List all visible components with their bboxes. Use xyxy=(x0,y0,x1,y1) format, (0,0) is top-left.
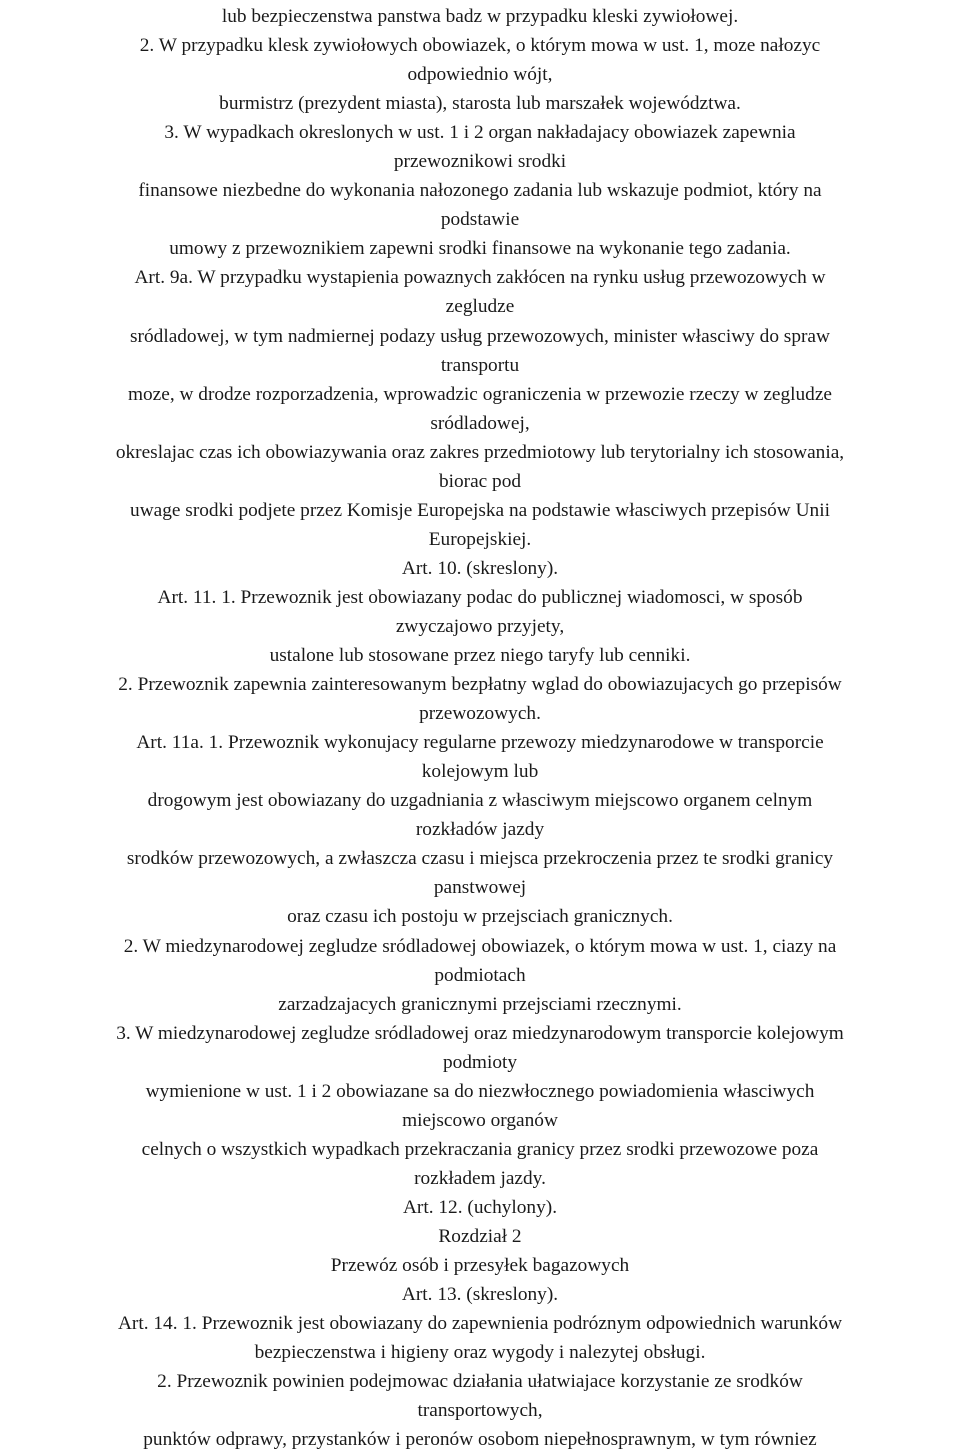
text-line: Art. 11a. 1. Przewoznik wykonujacy regularne przewozy miedzynarodowe w transporcie xyxy=(136,732,824,754)
text-line: bezpieczenstwa i higieny oraz wygody i nalezytej obsługi. xyxy=(254,1342,706,1364)
text-line: oraz czasu ich postoju w przejsciach granicznych. xyxy=(287,906,673,928)
text-line: Art. 12. (uchylony). xyxy=(402,1196,558,1218)
text-line: sródladowej, w tym nadmiernej podazy usług przewozowych, minister własciwy do spraw xyxy=(130,325,830,347)
text-line: przewozowych. xyxy=(419,703,541,725)
text-line: sródladowej, xyxy=(430,412,530,434)
text-line: Przewóz osób i przesyłek bagazowych xyxy=(330,1255,630,1277)
text-line: rozkładem jazdy. xyxy=(414,1167,546,1189)
text-line: celnych o wszystkich wypadkach przekraczania granicy przez srodki przewozowe poza xyxy=(141,1138,819,1160)
text-line: lub bezpieczenstwa panstwa badz w przypadku kleski zywiołowej. xyxy=(221,6,739,27)
text-line: moze, w drodze rozporzadzenia, wprowadzic ograniczenia w przewozie rzeczy w zegludze xyxy=(127,383,832,405)
text-line: 3. W miedzynarodowej zegludze sródladowej oraz miedzynarodowym transporcie kolejowym xyxy=(116,1022,844,1044)
text-line: zwyczajowo przyjety, xyxy=(395,615,565,637)
text-line: 2. Przewoznik zapewnia zainteresowanym bezpłatny wglad do obowiazujacych go przepisów xyxy=(118,674,842,696)
text-line: 2. W miedzynarodowej zegludze sródladowej obowiazek, o którym mowa w ust. 1, ciazy na xyxy=(123,935,837,957)
text-line: 2. W przypadku klesk zywiołowych obowiazek, o którym mowa w ust. 1, moze nałozyc xyxy=(139,35,821,57)
text-line: uwage srodki podjete przez Komisje Europejska na podstawie własciwych przepisów Unii xyxy=(130,499,830,521)
text-line: burmistrz (prezydent miasta), starosta lub marszałek województwa. xyxy=(219,93,741,115)
text-line: wymienione w ust. 1 i 2 obowiazane sa do niezwłocznego powiadomienia własciwych xyxy=(145,1080,815,1102)
text-line: podstawie xyxy=(440,209,520,231)
text-line: Europejskiej. xyxy=(428,528,532,550)
text-line: okreslajac czas ich obowiazywania oraz zakres przedmiotowy lub terytorialny ich stosowania, xyxy=(115,441,845,463)
text-line: zegludze xyxy=(445,296,515,318)
text-line: odpowiednio wójt, xyxy=(407,64,553,86)
text-line: Art. 11. 1. Przewoznik jest obowiazany podac do publicznej wiadomosci, w sposób xyxy=(157,586,803,608)
text-line: Art. 13. (skreslony). xyxy=(401,1284,559,1306)
text-line: srodków przewozowych, a zwłaszcza czasu i miejsca przekroczenia przez te srodki granicy xyxy=(126,848,834,870)
text-line: drogowym jest obowiazany do uzgadniania z własciwym miejscowo organem celnym xyxy=(147,790,813,812)
text-line: Art. 9a. W przypadku wystapienia powaznych zakłócen na rynku usług przewozowych w xyxy=(134,267,826,289)
text-line: Art. 14. 1. Przewoznik jest obowiazany do zapewnienia podróznym odpowiednich warunków xyxy=(117,1313,843,1335)
text-line: Rozdział 2 xyxy=(438,1225,522,1247)
text-line: panstwowej xyxy=(433,877,527,899)
text-line: ustalone lub stosowane przez niego taryfy lub cenniki. xyxy=(269,645,691,667)
text-line: 2. Przewoznik powinien podejmowac działania ułatwiajace korzystanie ze srodków xyxy=(157,1371,803,1393)
text-line: przewoznikowi srodki xyxy=(393,151,567,173)
text-line: transportu xyxy=(440,354,520,376)
text-line: punktów odprawy, przystanków i peronów osobom niepełnosprawnym, w tym równiez xyxy=(143,1429,817,1451)
text-line: finansowe niezbedne do wykonania nałozonego zadania lub wskazuje podmiot, który na xyxy=(138,180,822,202)
text-line: miejscowo organów xyxy=(402,1109,558,1131)
text-line: umowy z przewoznikiem zapewni srodki finansowe na wykonanie tego zadania. xyxy=(169,238,791,260)
text-line: transportowych, xyxy=(417,1400,543,1422)
text-line: zarzadzajacych granicznymi przejsciami rzecznymi. xyxy=(278,993,682,1015)
text-line: biorac pod xyxy=(438,470,522,492)
text-line: 3. W wypadkach okreslonych w ust. 1 i 2 organ nakładajacy obowiazek zapewnia xyxy=(164,122,796,144)
text-line: podmiotach xyxy=(434,964,526,986)
text-line: podmioty xyxy=(442,1051,518,1073)
text-line: Art. 10. (skreslony). xyxy=(401,557,559,579)
text-line: kolejowym lub xyxy=(421,761,539,783)
text-line: rozkładów jazdy xyxy=(415,819,545,841)
